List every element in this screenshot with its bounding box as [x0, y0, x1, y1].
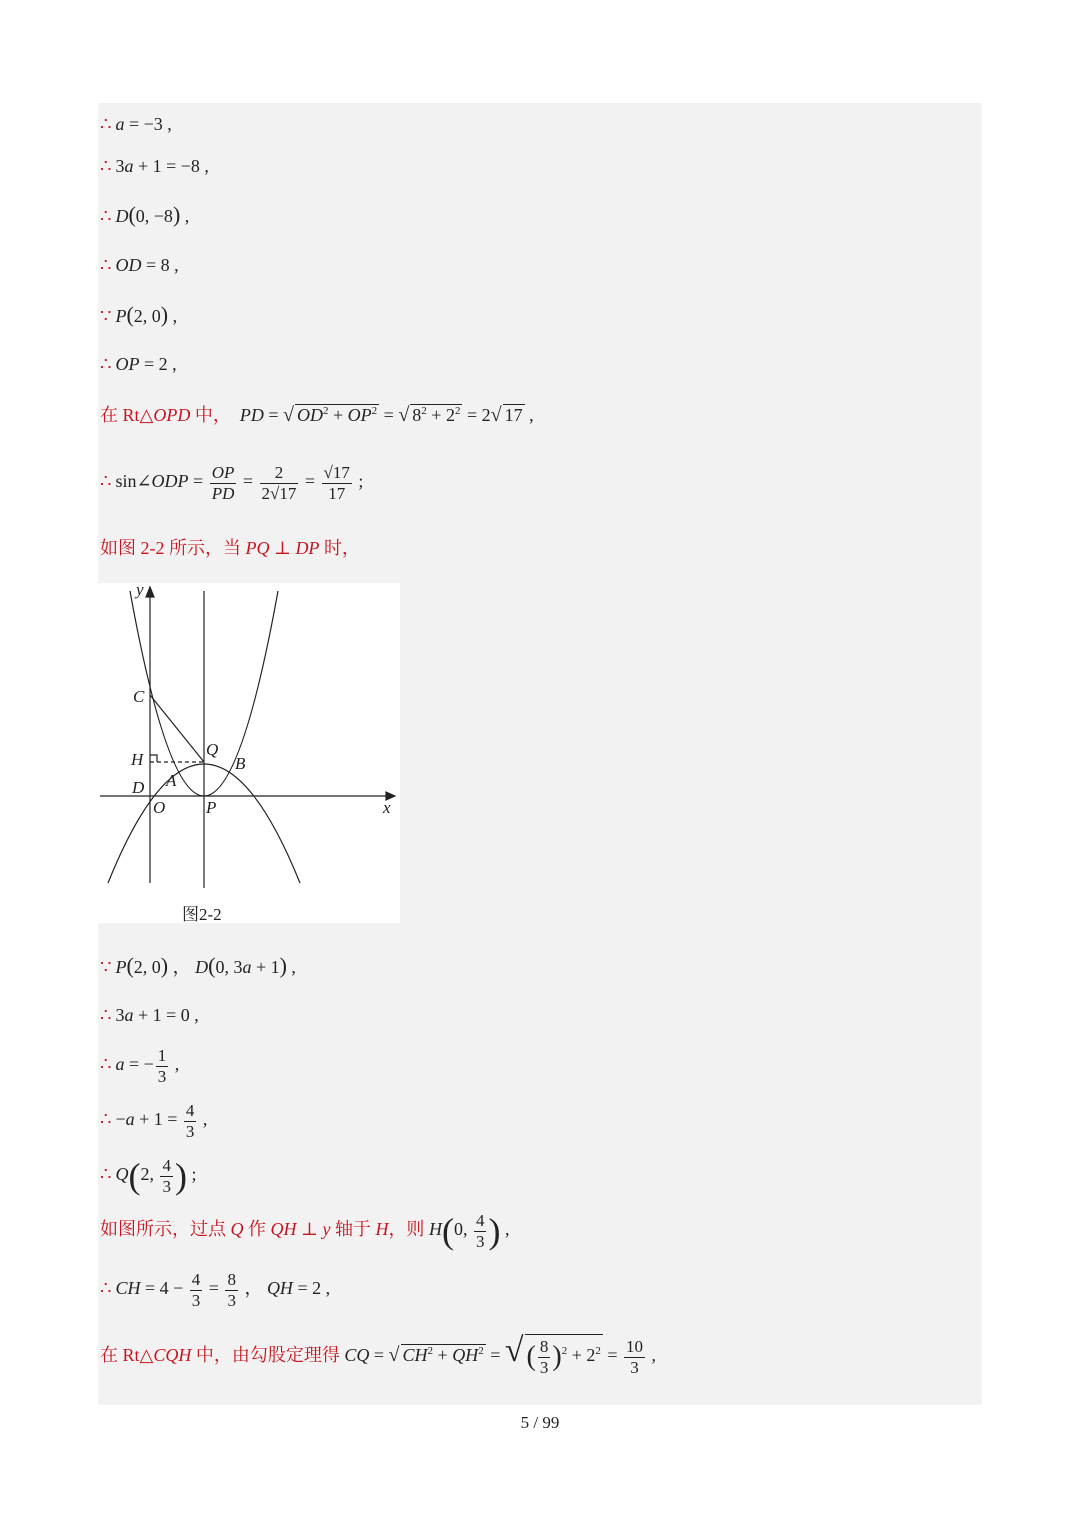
label-x: x: [383, 798, 391, 817]
step-point-q: ∴ Q(2, $\frac{4}{3}$ ) ;: [100, 1156, 197, 1197]
step-pd: 在 Rt△OPD 中， PD = √ $OD^2 + OP^2$ = √ $8^2 + 2^2 = 2√$ 17 ,: [100, 404, 534, 426]
segment-cq: [150, 695, 204, 762]
label-y: y: [136, 583, 144, 599]
figure-2-2: [98, 583, 400, 923]
label-a: A: [166, 771, 177, 790]
step-sin-odp: ∴ sin∠ODP = $\frac{OP}{PD}$ = $\frac{2}{2√17}$ = $\frac{√17}{17}$ ;: [100, 463, 364, 503]
figure-caption: 图2-2: [182, 905, 222, 923]
case-pq-perp-dp: 如图 2-2 所示，当 PQ ⊥ DP 时，: [100, 538, 360, 558]
step-ch-qh: ∴ CH = 4 − $\frac{4}{3}$ = $\frac{8}{3}$ ， QH = 2 ,: [100, 1270, 331, 1310]
label-h: H: [131, 750, 144, 769]
step-od: ∴ OD = 8 ,: [100, 255, 179, 275]
step-p-and-d: ∵ P(2, 0) ， D(0, 3a + 1) ,: [100, 953, 296, 978]
step-op: ∴ OP = 2 ,: [100, 354, 177, 374]
step-point-p: ∵ P(2, 0) ,: [100, 302, 178, 327]
step-point-h: 如图所示，过点 Q 作 QH ⊥ y 轴于 H，则 H(0, $\frac{4}{3}$ ) ,: [100, 1211, 510, 1252]
label-d: D: [132, 778, 145, 797]
page-number: 5 / 99: [520, 1413, 560, 1432]
right-angle-mark: [150, 755, 157, 762]
label-c: C: [133, 687, 145, 706]
step-a-neg-third: ∴ a = − $\frac{1}{3}$ ,: [100, 1046, 180, 1086]
label-q: Q: [206, 740, 219, 759]
figure-2-2-graph: [98, 583, 400, 923]
step-point-d: ∴ D(0, −8) ,: [100, 202, 190, 227]
step-cq: 在 Rt△CQH 中，由勾股定理得 CQ = √ $CH^2 + QH^2$ = √ ( $\frac{8}{3}$ )$^2 + 2^2$ = $\frac{10}{3}$ ,: [100, 1332, 656, 1377]
step-3a-plus-1-zero: ∴ 3a + 1 = 0 ,: [100, 1005, 199, 1025]
y-axis-arrow: [146, 587, 154, 597]
label-b: B: [235, 754, 246, 773]
label-p: P: [206, 798, 217, 817]
step-3a-plus-1: ∴ 3a + 1 = −8 ,: [100, 156, 209, 176]
label-o: O: [153, 798, 166, 817]
step-a-value: ∴ a = −3 ,: [100, 114, 172, 134]
step-neg-a-plus-1: ∴ −a + 1 = $\frac{4}{3}$ ,: [100, 1101, 208, 1141]
